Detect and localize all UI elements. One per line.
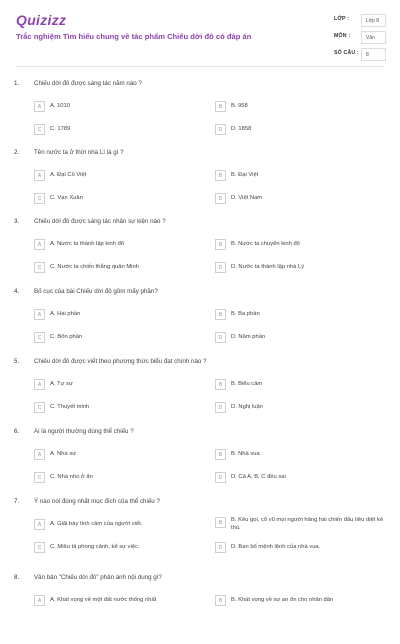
- option-b[interactable]: [215, 101, 390, 113]
- option-text: B. Biểu cảm: [231, 381, 263, 387]
- option-letter: A: [34, 309, 45, 320]
- option-a[interactable]: [34, 239, 209, 251]
- option-text: A. Nhà sư: [50, 451, 77, 457]
- option-text: C. 1789: [50, 126, 71, 132]
- quizizz-logo[interactable]: Quizizz: [16, 12, 67, 28]
- option-text: B. 958: [231, 103, 248, 109]
- option-text: C. Bốn phần: [50, 334, 83, 340]
- option-a[interactable]: [34, 309, 209, 321]
- option-letter: A: [34, 449, 45, 460]
- question-1: [0, 80, 400, 150]
- option-text: D. 1858: [231, 126, 252, 132]
- question-number: 2.: [14, 149, 20, 156]
- option-text: C. Nước ta chiến thắng quân Minh: [50, 264, 139, 270]
- header: [0, 0, 400, 72]
- option-letter: D: [215, 193, 226, 204]
- question-text: Ai là người thường dùng thể chiếu ?: [34, 428, 134, 435]
- meta-subject-label: MÔN :: [334, 33, 351, 39]
- option-d[interactable]: [215, 193, 390, 205]
- option-b[interactable]: [215, 595, 390, 607]
- option-letter: B: [215, 449, 226, 460]
- meta-class-label: LỚP :: [334, 16, 350, 22]
- option-letter: C: [34, 262, 45, 273]
- option-text: B. Nhà vua: [231, 451, 260, 457]
- option-d[interactable]: [215, 124, 390, 136]
- option-letter: B: [215, 517, 226, 528]
- option-text: A. Hai phần: [50, 311, 81, 317]
- question-5: [0, 358, 400, 428]
- question-8: [0, 574, 400, 644]
- option-letter: B: [215, 239, 226, 250]
- option-c[interactable]: [34, 332, 209, 344]
- option-letter: B: [215, 101, 226, 112]
- option-text: B. Ba phần: [231, 311, 260, 317]
- question-number: 8.: [14, 574, 20, 581]
- option-d[interactable]: [215, 472, 390, 484]
- page-title: Trắc nghiệm Tìm hiểu chung về tác phẩm Chiếu dời đô có đáp án: [16, 32, 252, 41]
- option-b[interactable]: [215, 309, 390, 321]
- option-c[interactable]: [34, 542, 209, 554]
- question-text: Văn bản "Chiếu dời đô" phản ánh nội dung gì?: [34, 574, 162, 581]
- question-number: 4.: [14, 288, 20, 295]
- option-letter: D: [215, 332, 226, 343]
- option-b[interactable]: [215, 239, 390, 251]
- option-a[interactable]: [34, 101, 209, 113]
- option-text: D. Việt Nam: [231, 195, 263, 201]
- question-3: [0, 218, 400, 288]
- option-d[interactable]: [215, 402, 390, 414]
- option-b[interactable]: [215, 517, 390, 529]
- meta-subject: [334, 29, 386, 46]
- meta-info: [334, 12, 386, 63]
- option-letter: C: [34, 542, 45, 553]
- option-a[interactable]: [34, 379, 209, 391]
- option-d[interactable]: [215, 332, 390, 344]
- question-text: Ý nào nói đúng nhất mục đích của thể chiếu ?: [34, 498, 160, 505]
- option-a[interactable]: [34, 170, 209, 182]
- question-4: [0, 288, 400, 358]
- option-letter: C: [34, 402, 45, 413]
- option-letter: C: [34, 332, 45, 343]
- option-letter: C: [34, 472, 45, 483]
- meta-class-value: Lớp 8: [361, 14, 386, 27]
- option-c[interactable]: [34, 402, 209, 414]
- question-2: [0, 149, 400, 219]
- option-a[interactable]: [34, 595, 209, 607]
- option-text: D. Cả A, B, C đều sai: [231, 474, 286, 480]
- question-number: 6.: [14, 428, 20, 435]
- option-letter: B: [215, 379, 226, 390]
- option-d[interactable]: [215, 542, 390, 554]
- meta-subject-value: Văn: [361, 31, 386, 44]
- option-text: D. Năm phần: [231, 334, 266, 340]
- option-text: A. Nước ta thành lập kinh đô: [50, 241, 125, 247]
- option-letter: B: [215, 595, 226, 606]
- question-text: Tên nước ta ở thời nhà Lí là gì ?: [34, 149, 124, 156]
- option-letter: C: [34, 124, 45, 135]
- option-letter: A: [34, 170, 45, 181]
- question-text: Chiếu dời đô được sáng tác nhân sự kiện nào ?: [34, 218, 166, 225]
- header-divider: [16, 66, 384, 67]
- option-text: B. Nước ta chuyển kinh đô: [231, 241, 300, 247]
- question-text: Chiếu dời đô được sáng tác năm nào ?: [34, 80, 142, 87]
- option-letter: B: [215, 170, 226, 181]
- option-letter: A: [34, 101, 45, 112]
- option-a[interactable]: [34, 449, 209, 461]
- option-letter: D: [215, 402, 226, 413]
- option-c[interactable]: [34, 262, 209, 274]
- question-number: 7.: [14, 498, 20, 505]
- option-text: D. Ban bố mệnh lệnh của nhà vua.: [231, 544, 321, 550]
- option-text: C. Miêu tả phong cảnh, kể sự việc.: [50, 544, 140, 550]
- meta-count: [334, 46, 386, 63]
- option-text: B. Đại Việt: [231, 172, 259, 178]
- option-text: A. Đại Cồ Việt: [50, 172, 87, 178]
- option-text: A. Khát vọng về một đất nước thống nhất: [50, 597, 157, 603]
- question-number: 5.: [14, 358, 20, 365]
- option-c[interactable]: [34, 124, 209, 136]
- option-b[interactable]: [215, 449, 390, 461]
- option-c[interactable]: [34, 193, 209, 205]
- option-text: C. Vạn Xuân: [50, 195, 83, 201]
- option-letter: A: [34, 519, 45, 530]
- option-letter: C: [34, 193, 45, 204]
- option-text: A. Giãi bày tình cảm của người viết.: [50, 521, 143, 527]
- option-text: D. Nghị luận: [231, 404, 263, 410]
- option-letter: D: [215, 542, 226, 553]
- question-6: [0, 428, 400, 498]
- meta-count-label: SỐ CÂU :: [334, 50, 359, 56]
- option-letter: B: [215, 309, 226, 320]
- question-text: Chiếu dời đô được viết theo phương thức biểu đạt chính nào ?: [34, 358, 207, 365]
- meta-class: [334, 12, 386, 29]
- option-text: D. Nước ta thành lập nhà Lý: [231, 264, 305, 270]
- option-letter: A: [34, 595, 45, 606]
- option-text: B. Kêu gọi, cổ vũ mọi người hăng hái chiến đấu tiêu diệt kẻ thù.: [231, 517, 384, 531]
- option-b[interactable]: [215, 379, 390, 391]
- question-text: Bố cục của bài Chiếu dời đô gồm mấy phần?: [34, 288, 158, 295]
- question-number: 1.: [14, 80, 20, 87]
- option-letter: D: [215, 262, 226, 273]
- option-letter: A: [34, 239, 45, 250]
- option-b[interactable]: [215, 170, 390, 182]
- option-letter: D: [215, 472, 226, 483]
- option-letter: A: [34, 379, 45, 390]
- question-number: 3.: [14, 218, 20, 225]
- option-text: B. Khát vọng về sự an ổn cho nhân dân: [231, 597, 334, 603]
- question-7: [0, 498, 400, 568]
- option-text: C. Nhà nho ở ẩn: [50, 474, 93, 480]
- option-text: A. 1010: [50, 103, 70, 109]
- option-letter: D: [215, 124, 226, 135]
- option-d[interactable]: [215, 262, 390, 274]
- option-a[interactable]: [34, 519, 209, 531]
- option-text: C. Thuyết minh: [50, 404, 90, 410]
- option-text: A. Tự sự: [50, 381, 73, 387]
- meta-count-value: 8: [361, 48, 386, 61]
- option-c[interactable]: [34, 472, 209, 484]
